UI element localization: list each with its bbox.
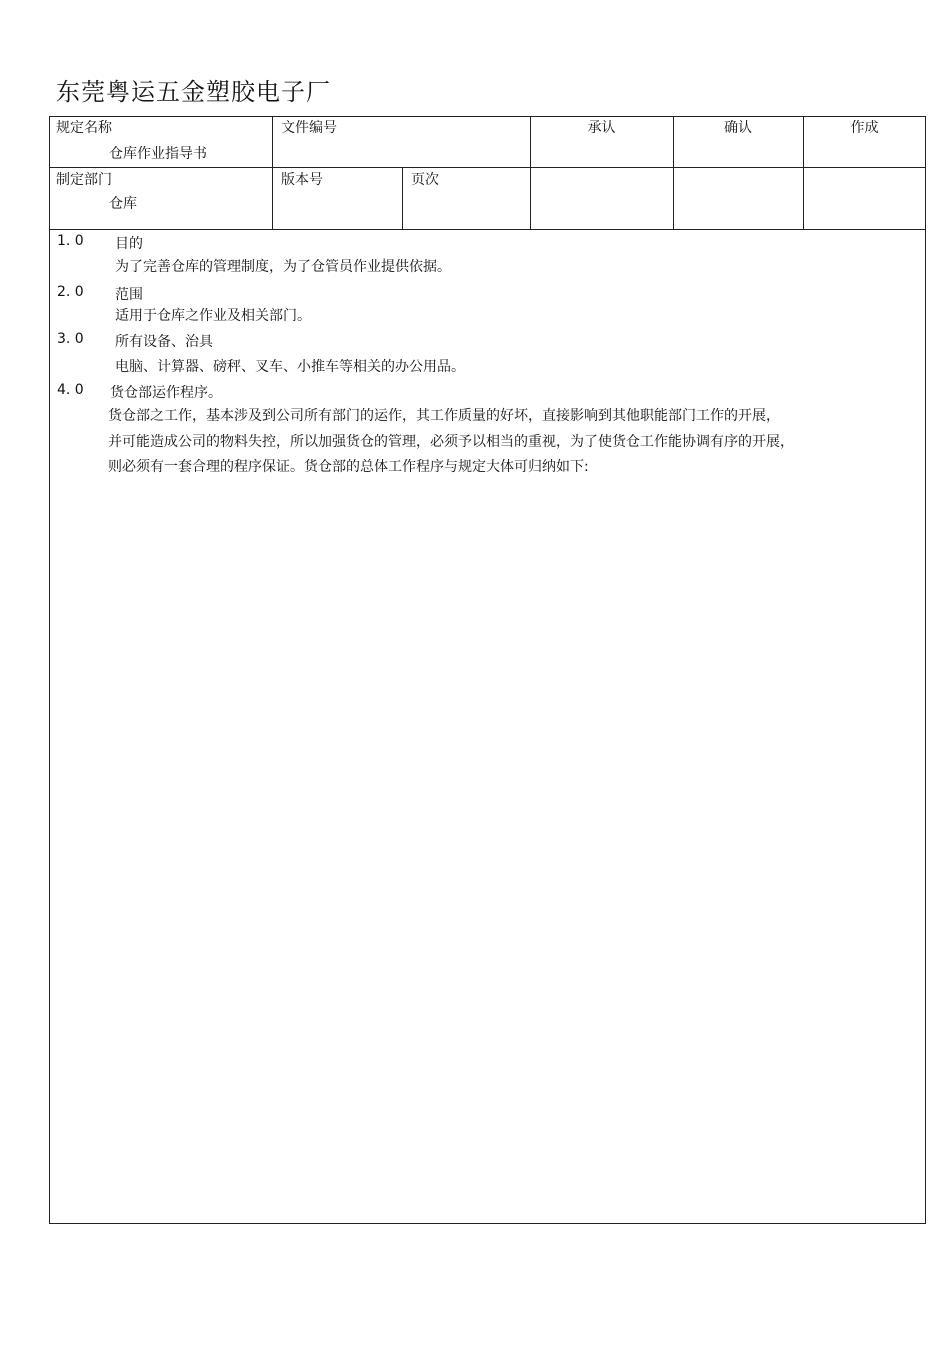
section-2-body: 适用于仓库之作业及相关部门。 xyxy=(115,308,311,324)
section-3-title: 所有设备、治具 xyxy=(115,334,213,350)
section-4-number: 4. 0 xyxy=(57,382,84,398)
document-frame xyxy=(49,116,926,1224)
page-label: 页次 xyxy=(411,172,439,188)
dept-value: 仓库 xyxy=(109,196,137,212)
author-label: 作成 xyxy=(850,120,879,136)
section-3-number: 3. 0 xyxy=(57,331,84,347)
doc-no-label: 文件编号 xyxy=(281,120,337,136)
header-bottom-border xyxy=(49,229,926,230)
section-4-body-line-3: 则必须有一套合理的程序保证。货仓部的总体工作程序与规定大体可归纳如下: xyxy=(108,459,589,475)
section-3-body: 电脑、计算器、磅秤、叉车、小推车等相关的办公用品。 xyxy=(115,359,465,375)
company-title: 东莞粤运五金塑胶电子厂 xyxy=(56,78,331,106)
header-row-divider xyxy=(49,167,926,168)
section-2-number: 2. 0 xyxy=(57,284,84,300)
approve-label: 承认 xyxy=(587,120,616,136)
spec-name-label: 规定名称 xyxy=(56,120,112,136)
section-4-title: 货仓部运作程序。 xyxy=(110,385,222,401)
header-col-divider-1 xyxy=(272,116,273,230)
section-4-body-line-1: 货仓部之工作，基本涉及到公司所有部门的运作，其工作质量的好坏，直接影响到其他职能部门工作的开展， xyxy=(108,408,780,424)
section-1-body: 为了完善仓库的管理制度，为了仓管员作业提供依据。 xyxy=(115,259,451,275)
version-label: 版本号 xyxy=(281,172,323,188)
confirm-label: 确认 xyxy=(724,120,752,136)
section-1-title: 目的 xyxy=(115,236,143,252)
spec-name-value: 仓库作业指导书 xyxy=(109,146,207,162)
section-2-title: 范围 xyxy=(115,287,143,303)
section-1-number: 1. 0 xyxy=(57,233,84,249)
dept-label: 制定部门 xyxy=(56,172,112,188)
section-4-body-line-2: 并可能造成公司的物料失控，所以加强货仓的管理，必须予以相当的重视，为了使货仓工作能协调有序的开展， xyxy=(108,434,794,450)
header-col-divider-version xyxy=(402,167,403,230)
